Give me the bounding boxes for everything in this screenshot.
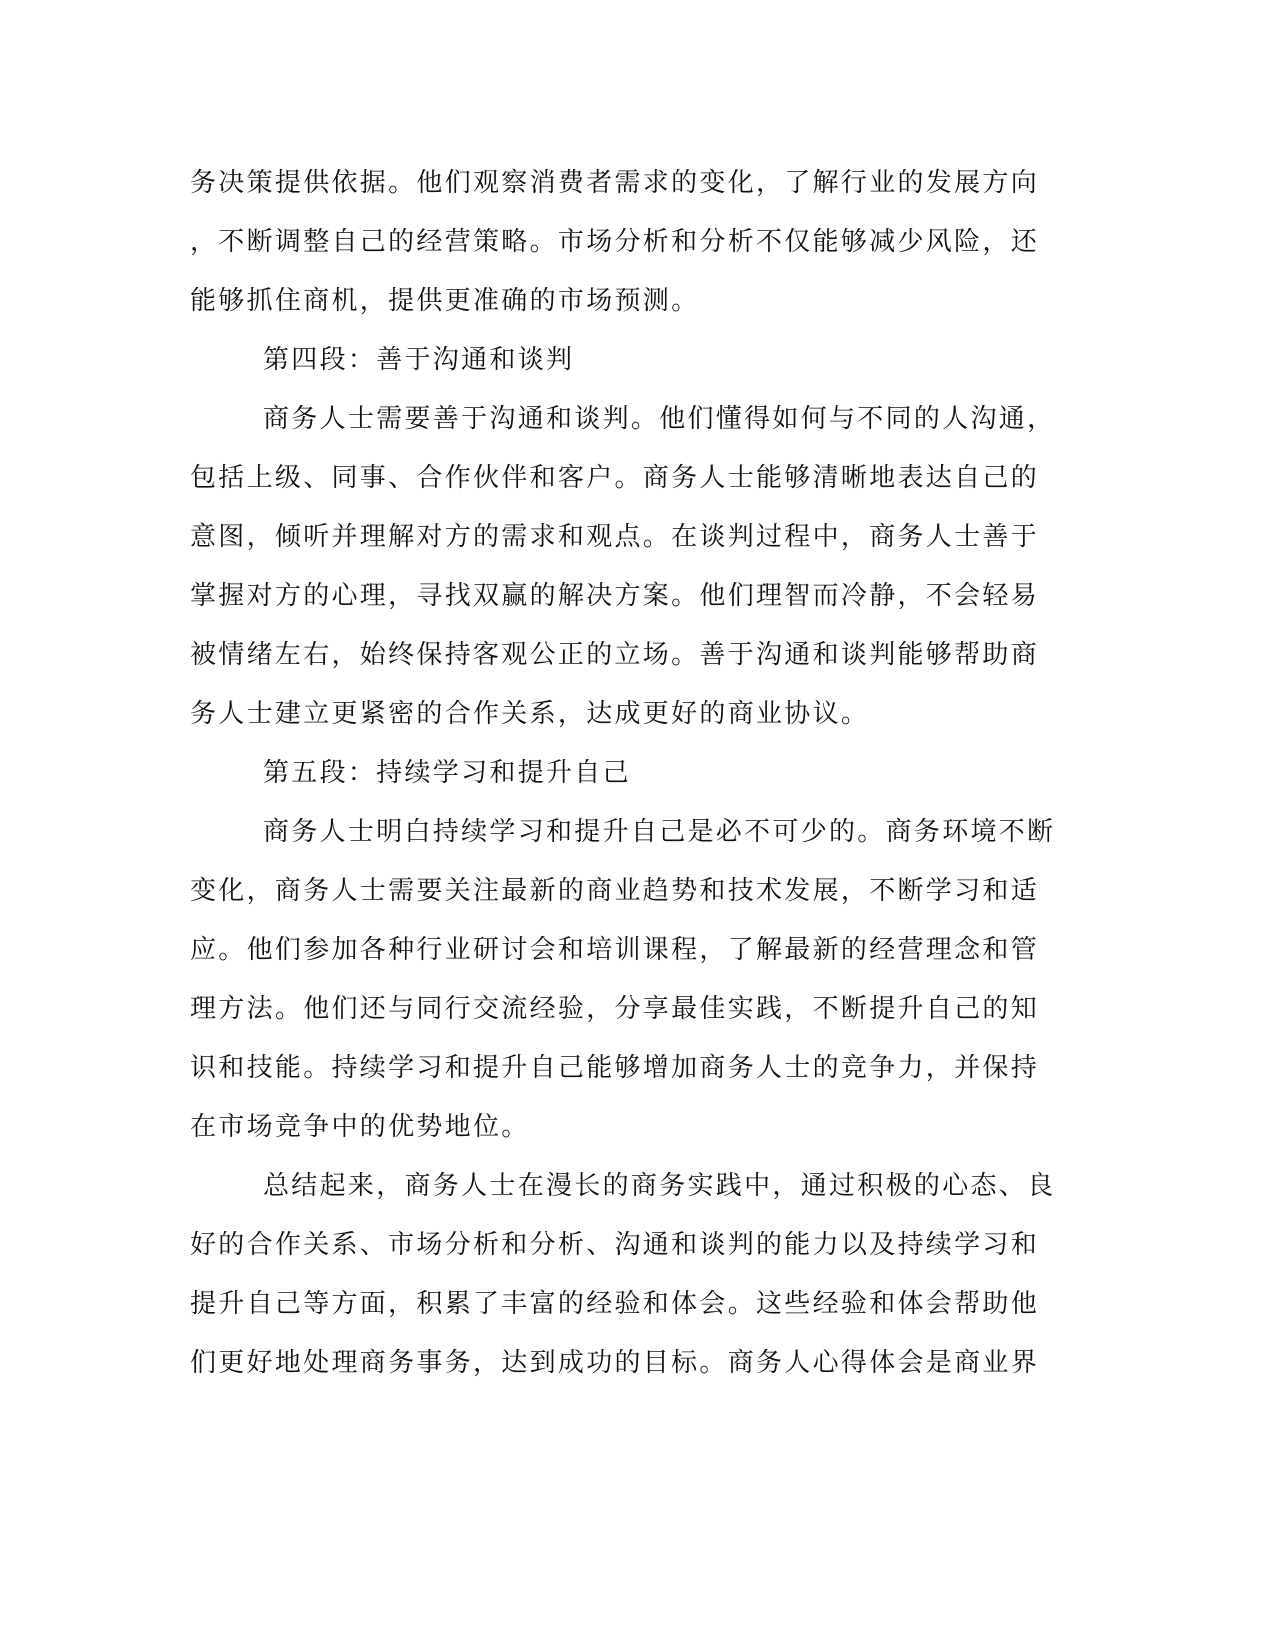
text-line: 务决策提供依据。他们观察消费者需求的变化，了解行业的发展方向 [190, 168, 1040, 198]
text-line: 在市场竞争中的优势地位。 [190, 1112, 530, 1142]
text-line: 识和技能。持续学习和提升自己能够增加商务人士的竞争力，并保持 [190, 1053, 1040, 1083]
text-line: 理方法。他们还与同行交流经验，分享最佳实践，不断提升自己的知 [190, 994, 1040, 1024]
text-line: 提升自己等方面，积累了丰富的经验和体会。这些经验和体会帮助他 [190, 1289, 1040, 1319]
text-line: 好的合作关系、市场分析和分析、沟通和谈判的能力以及持续学习和 [190, 1230, 1040, 1260]
text-line: 商务人士明白持续学习和提升自己是必不可少的。商务环境不断 [263, 817, 1056, 847]
text-line: 商务人士需要善于沟通和谈判。他们懂得如何与不同的人沟通， [263, 404, 1056, 434]
text-line: 掌握对方的心理，寻找双赢的解决方案。他们理智而冷静，不会轻易 [190, 581, 1040, 611]
text-line: 被情绪左右，始终保持客观公正的立场。善于沟通和谈判能够帮助商 [190, 640, 1040, 670]
section-heading: 第五段：持续学习和提升自己 [263, 758, 631, 788]
text-line: 务人士建立更紧密的合作关系，达成更好的商业协议。 [190, 699, 870, 729]
text-line: 能够抓住商机，提供更准确的市场预测。 [190, 286, 700, 316]
text-line: ，不断调整自己的经营策略。市场分析和分析不仅能够减少风险，还 [190, 227, 1040, 257]
text-line: 变化，商务人士需要关注最新的商业趋势和技术发展，不断学习和适 [190, 876, 1040, 906]
text-line: 应。他们参加各种行业研讨会和培训课程，了解最新的经营理念和管 [190, 935, 1040, 965]
text-line: 总结起来，商务人士在漫长的商务实践中，通过积极的心态、良 [263, 1171, 1056, 1201]
section-heading: 第四段：善于沟通和谈判 [263, 345, 575, 375]
text-line: 包括上级、同事、合作伙伴和客户。商务人士能够清晰地表达自己的 [190, 463, 1040, 493]
text-line: 意图，倾听并理解对方的需求和观点。在谈判过程中，商务人士善于 [190, 522, 1040, 552]
text-line: 们更好地处理商务事务，达到成功的目标。商务人心得体会是商业界 [190, 1348, 1040, 1378]
